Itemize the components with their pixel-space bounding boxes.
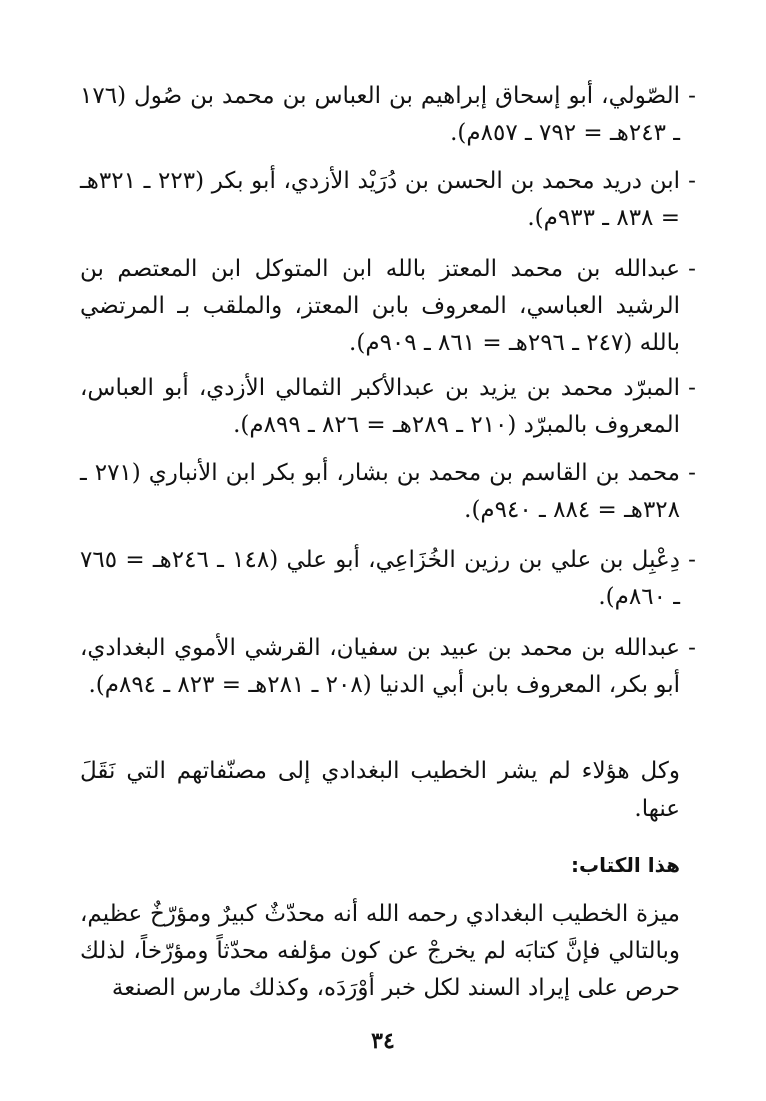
entry-text: ابن دريد محمد بن الحسن بن دُرَيْد الأزدي، أبو بكر (٢٢٣ ـ ٣٢١هـ = ٨٣٨ ـ ٩٣٣م). bbox=[80, 168, 680, 231]
entry-text: دِعْبِل بن علي بن رزين الخُزَاعِي، أبو علي (١٤٨ ـ ٢٤٦هـ = ٧٦٥ ـ ٨٦٠م). bbox=[80, 547, 680, 610]
page-number: ٣٤ bbox=[371, 1028, 395, 1054]
entry-text: المبرّد محمد بن يزيد بن عبدالأكبر الثمالي الأزدي، أبو العباس، المعروف بالمبرّد (٢١٠ ـ ٢٨٩هـ = ٨٢٦ ـ ٨٩٩م). bbox=[80, 375, 680, 438]
entry-text: الصّولي، أبو إسحاق إبراهيم بن العباس بن محمد بن صُول (١٧٦ ـ ٢٤٣هـ = ٧٩٢ ـ ٨٥٧م). bbox=[80, 83, 680, 146]
biography-entry bbox=[80, 455, 696, 529]
biography-entry bbox=[80, 78, 696, 152]
section-heading: هذا الكتاب: bbox=[570, 853, 680, 877]
list-dash: - bbox=[688, 460, 696, 486]
section-paragraph: ميزة الخطيب البغدادي رحمه الله أنه محدّثٌ كبيرٌ ومؤرّخٌ عظيم، وبالتالي فإنَّ كتابَه لم يخرجْ عن كون مؤلفه محدّثاً ومؤرّخاً، لذلك حرص على إيراد السند لكل خبر أوْرَدَه، وكذلك مارس الصنعة bbox=[80, 901, 680, 1001]
closing-paragraph: وكل هؤلاء لم يشر الخطيب البغدادي إلى مصنّفاتهم التي نَقَلَ عنها. bbox=[80, 758, 680, 822]
biography-entry bbox=[80, 370, 696, 444]
entry-text: محمد بن القاسم بن محمد بن بشار، أبو بكر ابن الأنباري (٢٧١ ـ ٣٢٨هـ = ٨٨٤ ـ ٩٤٠م). bbox=[80, 460, 680, 523]
list-dash: - bbox=[688, 168, 696, 194]
entry-text: عبدالله بن محمد المعتز بالله ابن المتوكل ابن المعتصم بن الرشيد العباسي، المعروف بابن المعتز، والملقب بـ المرتضي بالله (٢٤٧ ـ ٢٩٦هـ = ٨٦١ ـ ٩٠٩م). bbox=[80, 256, 680, 356]
entry-text: عبدالله بن محمد بن عبيد بن سفيان، القرشي الأموي البغدادي، أبو بكر، المعروف بابن أبي الدنيا (٢٠٨ ـ ٢٨١هـ = ٨٢٣ ـ ٨٩٤م). bbox=[80, 635, 680, 698]
list-dash: - bbox=[688, 375, 696, 401]
biography-entry bbox=[80, 163, 696, 237]
list-dash: - bbox=[688, 83, 696, 109]
list-dash: - bbox=[688, 547, 696, 573]
list-dash: - bbox=[688, 256, 696, 282]
list-dash: - bbox=[688, 635, 696, 661]
biography-entry bbox=[80, 542, 696, 616]
biography-entry bbox=[80, 630, 696, 704]
biography-entry bbox=[80, 251, 696, 362]
